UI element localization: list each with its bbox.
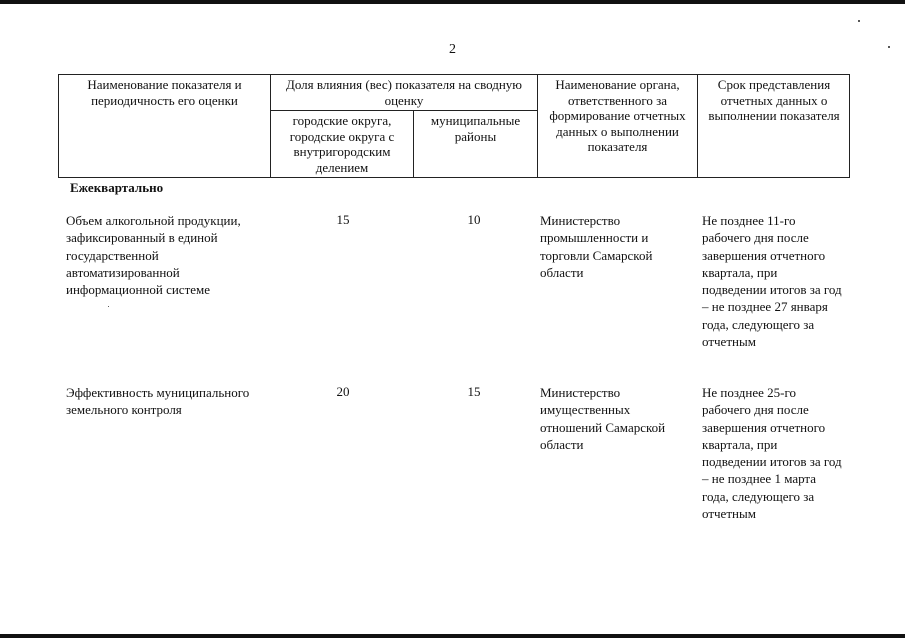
row-1-indicator-name: Объем алкогольной продукции, зафиксированный в единой государственной автоматизированной информационной системе bbox=[66, 213, 241, 298]
column-divider bbox=[413, 110, 414, 177]
row-2-responsible-body: Министерство имущественных отношений Самарской области bbox=[540, 385, 666, 452]
column-divider bbox=[270, 75, 271, 177]
top-scan-border bbox=[0, 0, 905, 4]
header-weight-municipal: муниципальные районы bbox=[430, 113, 521, 144]
scan-speck bbox=[858, 20, 860, 22]
header-deadline: Срок представления отчетных данных о выполнении показателя bbox=[708, 77, 840, 123]
page-number: 2 bbox=[449, 42, 456, 57]
column-divider bbox=[537, 75, 538, 177]
row-1-responsible-body: Министерство промышленности и торговли Самарской области bbox=[540, 213, 653, 280]
row-1-weight-municipal: 10 bbox=[467, 212, 481, 227]
row-1-deadline: Не позднее 11-го рабочего дня после завершения отчетного квартала, при подведении итогов за год – не позднее 27 января года, следующего за отчетным bbox=[702, 213, 842, 350]
header-responsible-body: Наименование органа, ответственного за формирование отчетных данных о выполнении показателя bbox=[549, 77, 686, 154]
header-indicator-name: Наименование показателя и периодичность его оценки bbox=[87, 77, 242, 108]
row-2-weight-municipal: 15 bbox=[467, 384, 481, 399]
column-divider bbox=[697, 75, 698, 177]
subheader-divider bbox=[270, 110, 537, 111]
table-header bbox=[58, 74, 850, 178]
scan-speck bbox=[108, 306, 109, 307]
header-weight-group: Доля влияния (вес) показателя на сводную оценку bbox=[285, 77, 523, 108]
row-1-weight-urban: 15 bbox=[336, 212, 350, 227]
row-2-weight-urban: 20 bbox=[336, 384, 350, 399]
row-2-deadline: Не позднее 25-го рабочего дня после завершения отчетного квартала, при подведении итогов за год – не позднее 1 марта года, следующего за отчетным bbox=[702, 385, 842, 522]
header-weight-urban: городские округа, городские округа с внутригородским делением bbox=[289, 113, 395, 175]
bottom-scan-border bbox=[0, 634, 905, 638]
row-2-indicator-name: Эффективность муниципального земельного контроля bbox=[66, 385, 250, 418]
section-label: Ежеквартально bbox=[70, 180, 164, 195]
